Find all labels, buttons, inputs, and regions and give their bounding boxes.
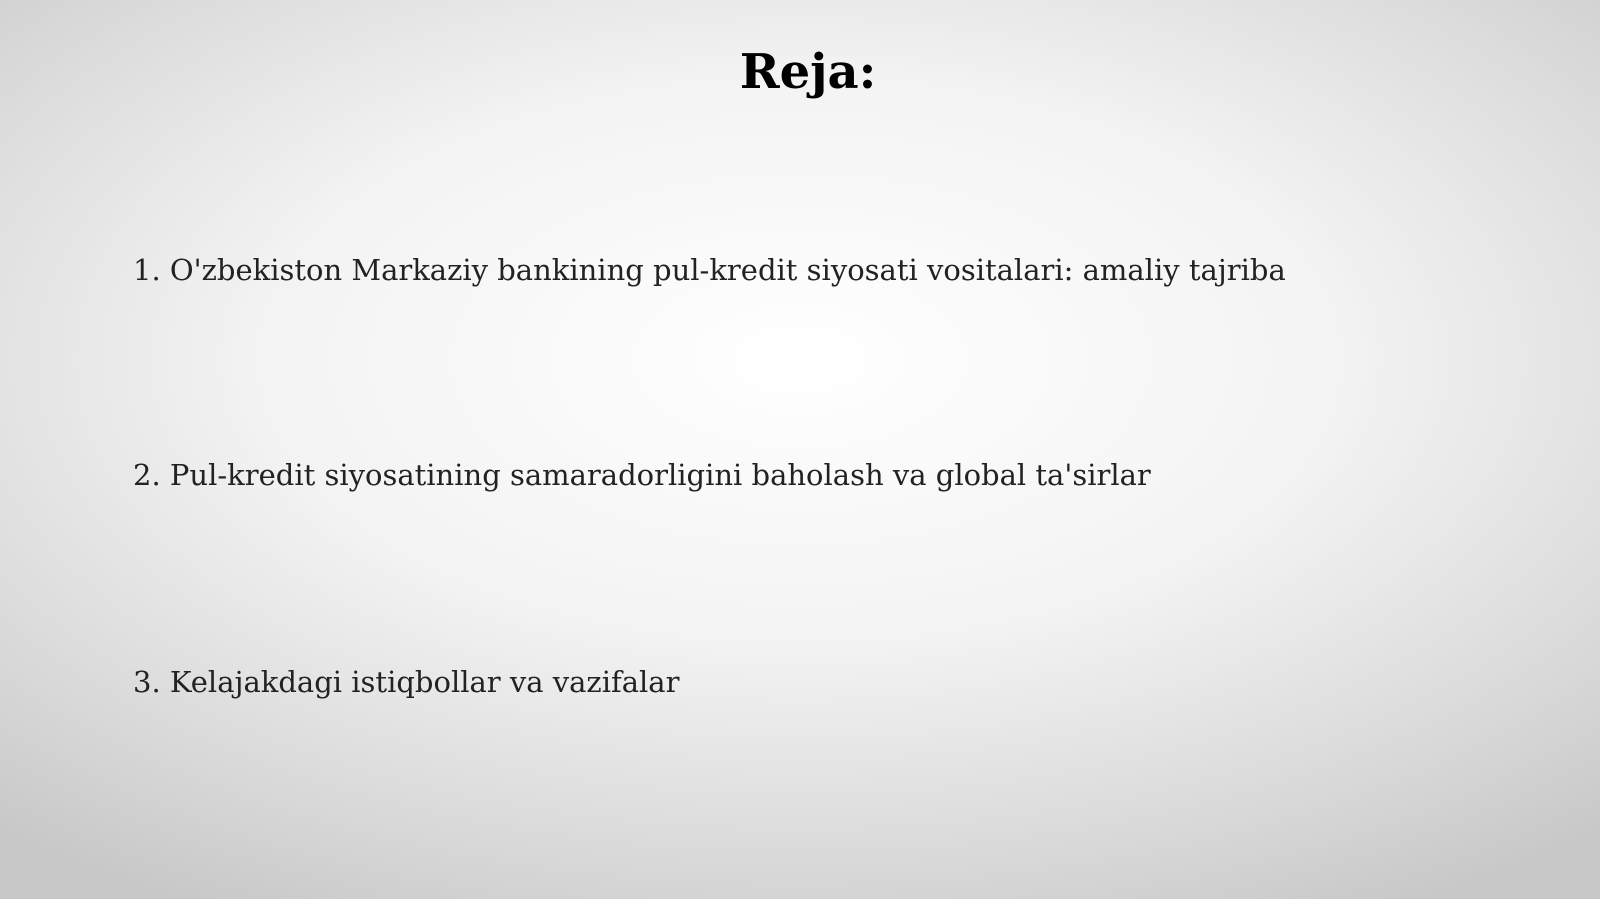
plan-item-1: 1. O'zbekiston Markaziy bankining pul-kredit siyosati vositalari: amaliy tajriba: [133, 253, 1286, 287]
plan-item-3: 3. Kelajakdagi istiqbollar va vazifalar: [133, 665, 680, 699]
slide-title: Reja:: [739, 44, 877, 100]
plan-item-2: 2. Pul-kredit siyosatining samaradorligini baholash va global ta'sirlar: [133, 458, 1151, 492]
